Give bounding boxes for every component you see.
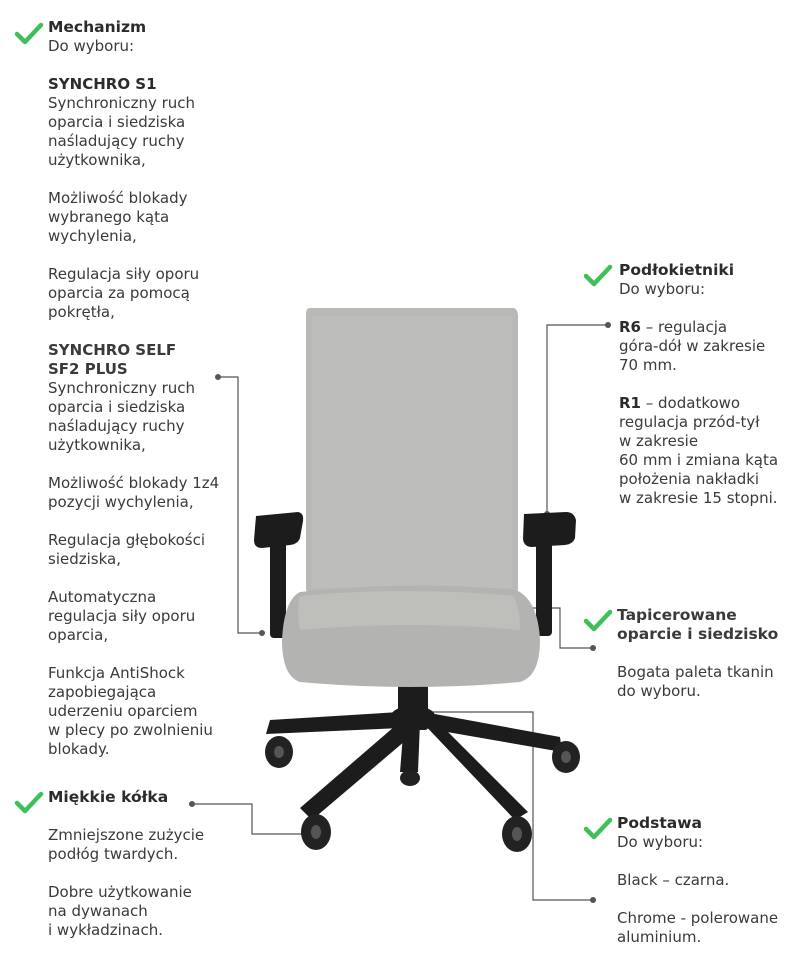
wheels-desc-floors: Zmniejszone zużycie podłóg twardych. xyxy=(48,826,205,863)
armrests-subtitle: Do wyboru: xyxy=(619,280,706,298)
synchro-sf2-lock: Możliwość blokady 1z4 pozycji wychylenia, xyxy=(48,474,220,511)
mechanism-subtitle: Do wyboru: xyxy=(48,37,135,55)
chair-base xyxy=(266,680,562,820)
synchro-s1-tension: Regulacja siły oporu oparcia za pomocą pokrętła, xyxy=(48,265,200,321)
upholstery-description: Bogata paleta tkanin do wyboru. xyxy=(617,663,774,700)
leader-armrest xyxy=(547,325,608,514)
synchro-s1-title: SYNCHRO S1 xyxy=(48,75,157,93)
mechanism-title: Mechanizm xyxy=(48,18,147,36)
synchro-sf2-depth: Regulacja głębokości siedziska, xyxy=(48,531,206,568)
synchro-sf2-description: Synchroniczny ruch oparcia i siedziska naśladujący ruchy użytkownika, xyxy=(48,379,196,454)
checkmark-icon xyxy=(583,609,613,633)
synchro-sf2-auto: Automatyczna regulacja siły oporu oparcia, xyxy=(48,588,196,644)
upholstery-title: Tapicerowane oparcie i siedzisko xyxy=(617,606,779,643)
armrest-r1-option xyxy=(619,394,791,508)
base-subtitle: Do wyboru: xyxy=(617,833,704,851)
checkmark-icon xyxy=(14,791,44,815)
synchro-s1-description: Synchroniczny ruch oparcia i siedziska naśladujący ruchy użytkownika, xyxy=(48,94,196,169)
armrests-title: Podłokietniki xyxy=(619,261,735,279)
mechanism-section xyxy=(48,18,248,759)
wheels-title: Miękkie kółka xyxy=(48,788,169,806)
checkmark-icon xyxy=(14,22,44,46)
checkmark-icon xyxy=(583,264,613,288)
upholstery-section xyxy=(617,606,793,701)
synchro-sf2-title: SYNCHRO SELF SF2 PLUS xyxy=(48,341,177,378)
armrest-r1-description: – dodatkowo regulacja przód-tył w zakresie 60 mm i zmiana kąta położenia nakładki w zakresie 15 stopni. xyxy=(619,394,779,507)
base-option-chrome: Chrome - polerowane aluminium. xyxy=(617,909,779,946)
armrests-section xyxy=(619,261,791,508)
checkmark-icon xyxy=(583,817,613,841)
wheels-desc-carpets: Dobre użytkowanie na dywanach i wykładzinach. xyxy=(48,883,192,939)
armrest-r6-code: R6 xyxy=(619,318,641,336)
synchro-sf2-antishock: Funkcja AntiShock zapobiegająca uderzeniu oparciem w plecy po zwolnieniu blokady. xyxy=(48,664,213,758)
wheels-section xyxy=(48,788,248,940)
armrest-r6-option xyxy=(619,318,791,375)
base-option-black: Black – czarna. xyxy=(617,871,730,889)
armrest-r6-description: – regulacja góra-dół w zakresie 70 mm. xyxy=(619,318,766,374)
base-title: Podstawa xyxy=(617,814,702,832)
base-section xyxy=(617,814,793,947)
armrest-r1-code: R1 xyxy=(619,394,641,412)
synchro-s1-lock: Możliwość blokady wybranego kąta wychylenia, xyxy=(48,189,188,245)
